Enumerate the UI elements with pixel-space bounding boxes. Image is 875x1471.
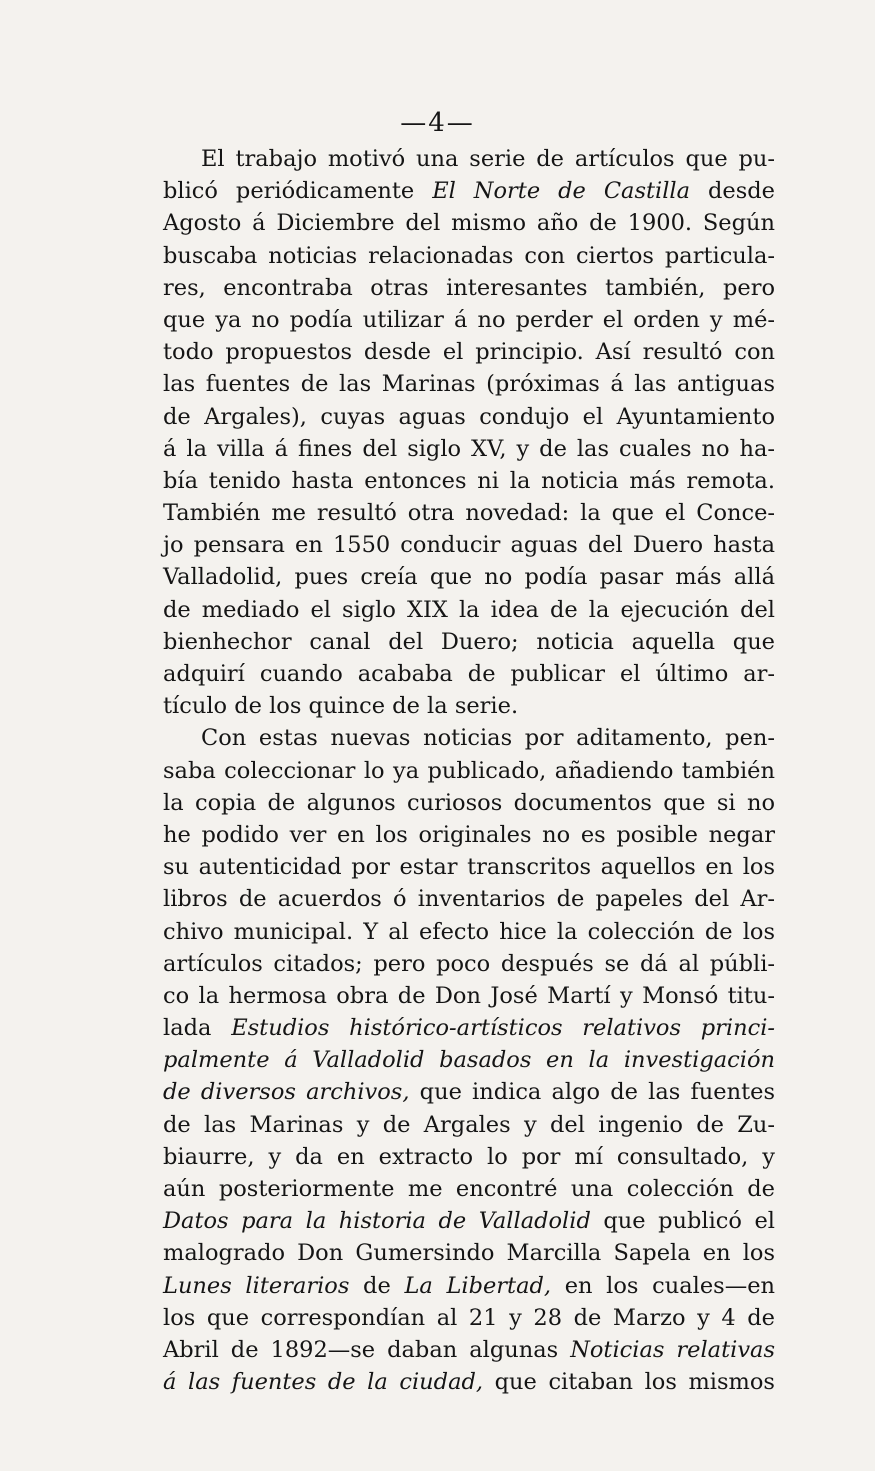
text-segment: res, encontraba otras interesantes también, pero [163,274,775,301]
text-line [163,1302,775,1334]
text-segment: que ya no podía utilizar á no perder el orden y mé- [163,306,775,333]
text-segment: saba coleccionar lo ya publicado, añadiendo también [163,757,775,784]
text-segment: de Argales), cuyas aguas condujo el Ayuntamiento [163,403,775,430]
text-segment: El trabajo motivó una serie de artículos que pu- [201,146,775,172]
text-line [163,851,775,883]
text-segment: malogrado Don Gumersindo Marcilla Sapela en los [163,1240,775,1267]
text-line [163,722,775,754]
text-segment: las fuentes de las Marinas (próximas á las antiguas [163,371,775,398]
text-segment: blicó periódicamente [163,178,433,205]
text-segment: buscaba noticias relacionadas con ciertos particula- [163,242,775,269]
text-segment: tículo de los quince de la serie. [163,693,519,720]
text-segment: á la villa á fines del siglo XV, y de las cuales no ha- [163,435,775,462]
body-text [163,143,775,1398]
text-segment: desde [690,178,776,205]
text-line [163,433,775,465]
text-line [163,1076,775,1108]
text-line [163,626,775,658]
italic-title-text: Estudios histórico-artísticos relativos princi- [231,1015,775,1042]
text-segment: la copia de algunos curiosos documentos que si no [163,789,775,816]
text-segment: lada [163,1015,232,1042]
text-line [163,883,775,915]
text-line [163,336,775,368]
text-segment: de las Marinas y de Argales y del ingenio de Zu- [163,1111,775,1138]
text-segment: libros de acuerdos ó inventarios de papeles del Ar- [163,886,775,913]
text-line [163,1173,775,1205]
text-line [163,948,775,980]
text-segment: que citaban los mismos [483,1369,775,1396]
italic-title-text: Datos para la historia de Valladolid [163,1208,591,1235]
text-segment: co la hermosa obra de Don José Martí y Monsó titu- [163,982,775,1009]
text-segment: bía tenido hasta entonces ni la noticia más remota. [163,467,775,494]
italic-title-text: Lunes literarios [163,1272,350,1299]
text-line [163,1141,775,1173]
text-segment: que publicó el [590,1208,775,1235]
text-line [163,207,775,239]
text-line [163,1334,775,1366]
text-segment: adquirí cuando acababa de publicar el último ar- [163,661,775,687]
italic-title-text: palmente á Valladolid basados en la investigación [163,1047,775,1074]
text-line [163,561,775,593]
text-segment: Valladolid, pues creía que no podía pasar más allá [163,564,775,591]
text-line [163,755,775,787]
text-segment: chivo municipal. Y al efecto hice la colección de los [163,918,775,945]
text-segment: los que correspondían al 21 y 28 de Marzo y 4 de [163,1304,775,1331]
text-line [163,1270,775,1302]
italic-title-text: El Norte de Castilla [432,178,691,205]
text-line [163,594,775,626]
text-segment: de [349,1272,405,1299]
text-line [163,304,775,336]
text-segment: jo pensara en 1550 conducir aguas del Duero hasta [163,532,775,559]
italic-title-text: de diversos archivos, [163,1079,410,1106]
text-line [163,819,775,851]
text-segment: he podido ver en los originales no es posible negar [163,821,775,848]
text-segment: artículos citados; pero poco después se dá al públi- [163,950,775,977]
text-line [163,465,775,497]
text-line [163,175,775,207]
text-line [163,272,775,304]
text-line [163,240,775,272]
text-segment: También me resultó otra novedad: la que el Conce- [163,500,775,527]
text-line [163,1012,775,1044]
text-line [163,787,775,819]
text-line [163,497,775,529]
text-line [163,1237,775,1269]
text-line [163,916,775,948]
text-segment: Con estas nuevas noticias por aditamento, pen- [201,725,775,752]
text-segment: su autenticidad por estar transcritos aquellos en los [163,854,775,881]
text-line [163,690,775,722]
text-segment: en los cuales—en [551,1272,775,1299]
text-segment: Agosto á Diciembre del mismo año de 1900. Según [163,210,775,237]
italic-title-text: Noticias relativas [570,1336,775,1363]
text-line [163,529,775,561]
text-line [163,401,775,433]
text-segment: Abril de 1892—se daban algunas [163,1336,571,1363]
text-segment: aún posteriormente me encontré una colección de [163,1176,775,1202]
text-line [163,980,775,1012]
page-number: —4— [400,108,475,138]
text-line [163,143,775,175]
text-segment: que indica algo de las fuentes [409,1079,775,1106]
text-line [163,1044,775,1076]
text-segment: de mediado el siglo XIX la idea de la ejecución del [163,596,775,623]
text-line [163,1366,775,1398]
text-segment: biaurre, y da en extracto lo por mí consultado, y [163,1143,775,1170]
text-segment: bienhechor canal del Duero; noticia aquella que [163,628,775,655]
text-line [163,1205,775,1237]
text-line [163,658,775,690]
text-line [163,368,775,400]
italic-title-text: á las fuentes de la ciudad, [163,1369,484,1396]
text-segment: todo propuestos desde el principio. Así resultó con [163,339,775,366]
italic-title-text: La Libertad, [404,1272,552,1299]
text-line [163,1109,775,1141]
